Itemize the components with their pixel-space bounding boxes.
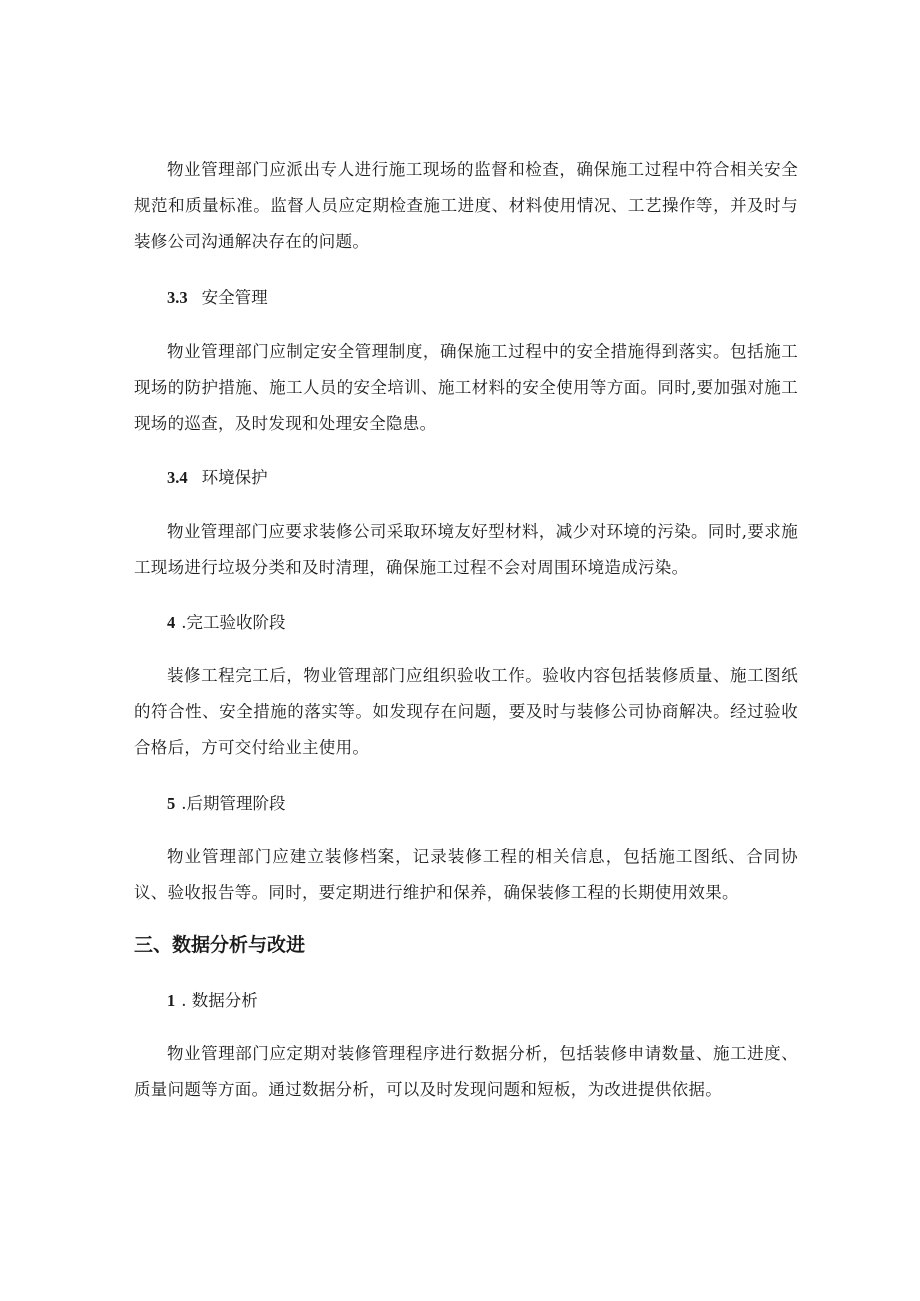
subheading-text: . 数据分析 (181, 991, 258, 1010)
subheading-text: 安全管理 (201, 288, 268, 307)
subheading-number: 1 (167, 991, 176, 1010)
subheading-environment-protection (167, 467, 268, 489)
subheading-completion-acceptance (167, 612, 286, 634)
paragraph-environment-protection: 物业管理部门应要求装修公司采取环境友好型材料，减少对环境的污染。同时,要求施工现场进行垃圾分类和及时清理，确保施工过程不会对周围环境造成污染。 (134, 522, 798, 577)
subheading-data-analysis (167, 990, 258, 1012)
subheading-number: 3.4 (167, 468, 188, 487)
paragraph-completion-acceptance: 装修工程完工后，物业管理部门应组织验收工作。验收内容包括装修质量、施工图纸的符合性、安全措施的落实等。如发现存在问题，要及时与装修公司协商解决。经过验收合格后，方可交付给业主使用。 (134, 666, 798, 757)
subheading-text: 环境保护 (201, 468, 268, 487)
paragraph-later-management: 物业管理部门应建立装修档案，记录装修工程的相关信息，包括施工图纸、合同协议、验收报告等。同时，要定期进行维护和保养，确保装修工程的长期使用效果。 (134, 847, 798, 902)
subheading-number: 3.3 (167, 288, 188, 307)
paragraph-safety-management: 物业管理部门应制定安全管理制度，确保施工过程中的安全措施得到落实。包括施工现场的防护措施、施工人员的安全培训、施工材料的安全使用等方面。同时,要加强对施工现场的巡查，及时发现和处理安全隐患。 (134, 342, 798, 433)
paragraph-data-analysis: 物业管理部门应定期对装修管理程序进行数据分析，包括装修申请数量、施工进度、质量问题等方面。通过数据分析，可以及时发现问题和短板，为改进提供依据。 (134, 1044, 798, 1099)
subheading-number: 4 (167, 613, 176, 632)
section-heading-data-analysis: 三、数据分析与改进 (134, 934, 306, 956)
subheading-text: .后期管理阶段 (181, 794, 286, 813)
subheading-number: 5 (167, 794, 176, 813)
subheading-safety-management (167, 287, 268, 309)
subheading-text: .完工验收阶段 (181, 613, 286, 632)
paragraph-supervision: 物业管理部门应派出专人进行施工现场的监督和检查，确保施工过程中符合相关安全规范和质量标准。监督人员应定期检查施工进度、材料使用情况、工艺操作等，并及时与装修公司沟通解决存在的问题。 (134, 160, 798, 251)
subheading-later-management (167, 793, 286, 815)
